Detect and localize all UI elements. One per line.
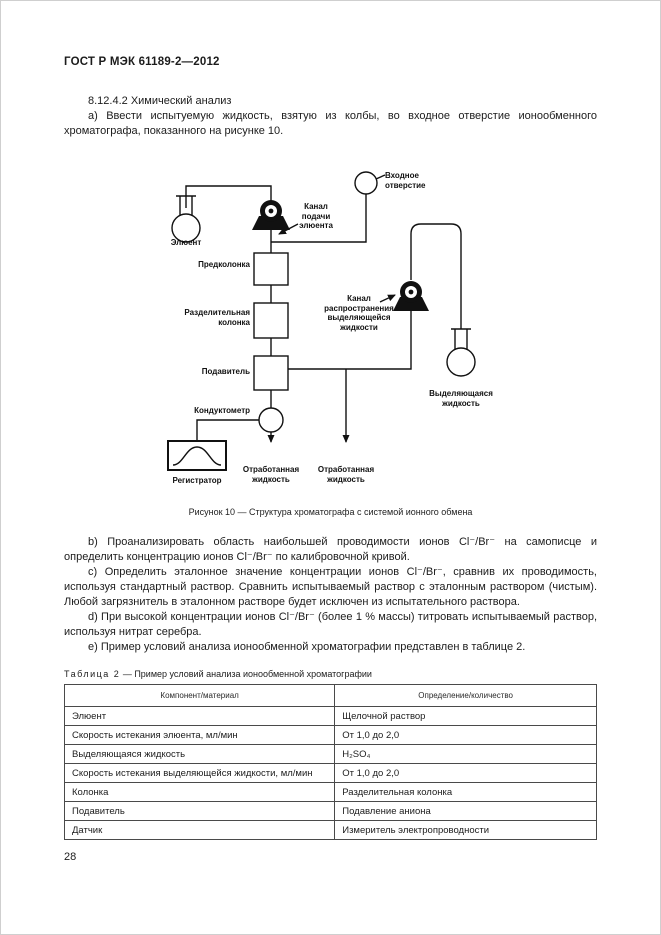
page-number: 28 [64, 851, 77, 863]
label-regen-channel: Канал распространения выделяющейся жидкости [324, 294, 394, 332]
table-cell: Элюент [65, 707, 335, 726]
table-row [65, 783, 597, 802]
label-conductometer: Кондуктометр [194, 406, 250, 415]
paragraph-b: b) Проанализировать область наибольшей проводимости ионов Cl⁻/Br⁻ на самописце и определить концентрацию ионов Cl⁻/Br⁻ по калибровочной кривой. [64, 536, 597, 563]
label-regen-liquid: Выделяющаяся жидкость [429, 389, 493, 408]
inlet-port-icon [355, 172, 377, 194]
table-cell: Подавление аниона [335, 802, 597, 821]
table-cell: Подавитель [65, 802, 335, 821]
table-cell: От 1,0 до 2,0 [335, 764, 597, 783]
table-cell: Щелочной раствор [335, 707, 597, 726]
label-inlet: Входное отверстие [385, 171, 426, 190]
conductometer-icon [259, 408, 283, 432]
table-title [64, 669, 597, 679]
table-cell: Колонка [65, 783, 335, 802]
section-heading: 8.12.4.2 Химический анализ [88, 95, 232, 107]
paragraph-c: с) Определить эталонное значение концентрации ионов Cl⁻/Br⁻, сравнив их проводимость, используя стандартный раствор. Сравнить испытываемый раствор с эталонным раствором (чистым). Любой загрязнитель в эталонном растворе будет исключен из испытательного раствора. [64, 566, 597, 608]
table-cell: Скорость истекания выделяющейся жидкости, мл/мин [65, 764, 335, 783]
regenerant-flask-icon [447, 329, 475, 376]
figure-10 [64, 166, 599, 501]
table-header-row [65, 685, 597, 707]
recorder-icon [168, 441, 226, 470]
table-cell: От 1,0 до 2,0 [335, 726, 597, 745]
table-header-definition: Определение/количество [335, 685, 597, 707]
table-cell: Измеритель электропроводности [335, 821, 597, 840]
table-row [65, 802, 597, 821]
label-precolumn: Предколонка [198, 260, 250, 269]
suppressor-box [254, 356, 288, 390]
table-row [65, 726, 597, 745]
table-row [65, 745, 597, 764]
label-suppressor: Подавитель [201, 367, 250, 376]
document-header: ГОСТ Р МЭК 61189-2—2012 [64, 56, 220, 68]
paragraph-d: d) При высокой концентрации ионов Cl⁻/Br⁻ (более 1 % массы) титровать испытываемый раствор, используя нитрат серебра. [64, 611, 597, 638]
table-title-text: — Пример условий анализа ионообменной хроматографии [122, 669, 372, 679]
label-eluent-channel: Канал подачи элюента [299, 202, 333, 230]
regenerant-pump-icon [393, 281, 429, 311]
table-row [65, 764, 597, 783]
eluent-pump-icon [252, 200, 290, 230]
label-recorder: Регистратор [172, 476, 222, 485]
table-title-label: Таблица 2 [64, 669, 121, 679]
table-cell: Датчик [65, 821, 335, 840]
table-header-component: Компонент/материал [65, 685, 335, 707]
table-row [65, 821, 597, 840]
conditions-table-body [65, 707, 597, 840]
table-cell: H₂SO₄ [335, 745, 597, 764]
table-cell: Разделительная колонка [335, 783, 597, 802]
conditions-table [64, 684, 597, 840]
separation-column-box [254, 303, 288, 338]
label-eluent: Элюент [170, 238, 202, 247]
label-sep-column: Разделительная колонка [184, 308, 250, 327]
table-row [65, 707, 597, 726]
table-cell: Скорость истекания элюента, мл/мин [65, 726, 335, 745]
label-waste-right: Отработанная жидкость [317, 465, 375, 484]
paragraph-a: а) Ввести испытуемую жидкость, взятую из колбы, во входное отверстие ионообменного хроматографа, показанного на рисунке 10. [64, 110, 597, 137]
label-waste-left: Отработанная жидкость [242, 465, 300, 484]
table-cell: Выделяющаяся жидкость [65, 745, 335, 764]
figure-caption: Рисунок 10 — Структура хроматографа с системой ионного обмена [188, 507, 473, 517]
precolumn-box [254, 253, 288, 285]
body-text [64, 94, 597, 139]
paragraph-e: е) Пример условий анализа ионообменной хроматографии представлен в таблице 2. [88, 641, 526, 653]
